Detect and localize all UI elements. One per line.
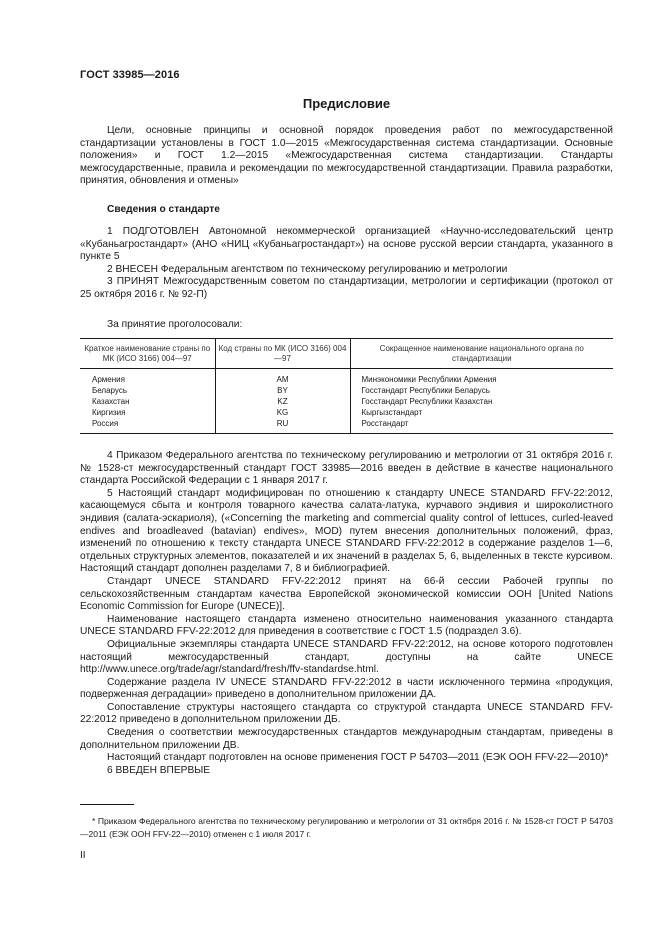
votes-label: За принятие проголосовали: bbox=[107, 319, 243, 330]
code-cell: AM bbox=[215, 369, 350, 387]
page-number: II bbox=[80, 850, 86, 861]
table-row bbox=[80, 386, 613, 397]
body-cell: Минэкономики Республики Армения bbox=[350, 369, 613, 387]
paragraph-item-4: 4 Приказом Федерального агентства по техническому регулированию и метрологии от 31 октября 2016 г. № 1528-ст межгосударственный стандарт ГОСТ 33985—2016 введен в действие в качестве национального стандарта Российской Федерации с 1 января 2017 г. bbox=[80, 450, 613, 487]
paragraph-basis: Настоящий стандарт подготовлен на основе применения ГОСТ Р 54703—2011 (ЕЭК ООН FFV-22—2010)* bbox=[107, 752, 609, 764]
about-standard-block bbox=[80, 226, 613, 302]
body-cell: Госстандарт Республики Беларусь bbox=[350, 386, 613, 397]
footnote-text: * Приказом Федерального агентства по техническому регулированию и метрологии от 31 октября 2016 г. № 1528-ст ГОСТ Р 54703—2011 (ЕЭК ООН FFV-22—2010) отменен с 1 июля 2017 г. bbox=[80, 816, 613, 839]
footnote-divider bbox=[80, 804, 134, 805]
code-cell: KZ bbox=[215, 397, 350, 408]
country-cell: Россия bbox=[92, 419, 119, 429]
paragraph-structure: Сопоставление структуры настоящего стандарта со структурой стандарта UNECE STANDARD FFV-22:2012 приведено в дополнительном приложении ДБ. bbox=[80, 701, 613, 726]
about-item-1: 1 ПОДГОТОВЛЕН Автономной некоммерческой организацией «Научно-исследовательский центр «Кубаньагростандарт» (АНО «НИЦ «Кубаньагростандарт») на основе русской версии стандарта, указанного в пункте 5 bbox=[80, 226, 613, 263]
about-standard-heading: Сведения о стандарте bbox=[107, 204, 220, 215]
column-header-code: Код страны по МК (ИСО 3166) 004—97 bbox=[215, 339, 350, 369]
paragraph-item-5: 5 Настоящий стандарт модифицирован по отношению к стандарту UNECE STANDARD FFV-22:2012, касающемуся сбыта и контроля товарного качества салата-латука, курчавого эндивия и широколистного эндивия (салата-эскариоля), («Concerning the marketing and commercial quality control of lettuces, curled-leaved endives and broadleaved (batavian) endives», MOD) путем внесения дополнительных положений, фраз, изменений по отношению к тексту стандарта UNECE STANDARD FFV-22:2012 в содержание разделов 1—6, отдельных структурных элементов, показателей и их значений в разделах 5, 6, выделенных в тексте курсивом. Настоящий стандарт дополнен разделами 7, 8 и библиографией. bbox=[80, 487, 613, 575]
paragraph-item-6: 6 ВВЕДЕН ВПЕРВЫЕ bbox=[107, 764, 211, 776]
paragraph-adoption: Стандарт UNECE STANDARD FFV-22:2012 принят на 66-й сессии Рабочей группы по сельскохозяйственным стандартам качества Европейской экономической комиссии ООН [United Nations Economic Commission for Europe (UNECE)]. bbox=[80, 575, 613, 613]
country-cell: Беларусь bbox=[92, 386, 127, 396]
footnote bbox=[80, 815, 613, 841]
paragraph-section-iv: Содержание раздела IV UNECE STANDARD FFV-22:2012 в части исключенного термина «продукция, подверженная деградации» приведено в дополнительном приложении ДА. bbox=[80, 676, 613, 701]
table-row bbox=[80, 369, 613, 387]
body-cell: Госстандарт Республики Казахстан bbox=[350, 397, 613, 408]
intro-block bbox=[80, 125, 613, 188]
intro-paragraph: Цели, основные принципы и основной порядок проведения работ по межгосударственной стандартизации установлены в ГОСТ 1.0—2015 «Межгосударственная система стандартизации. Основные положения» и ГОСТ 1.2—2015 «Межгосударственная система стандартизации. Стандарты межгосударственные, правила и рекомендации по межгосударственной стандартизации. Правила разработки, принятия, обновления и отмены» bbox=[80, 125, 613, 187]
table-row bbox=[80, 397, 613, 408]
table-row bbox=[80, 408, 613, 419]
about-item-2: 2 ВНЕСЕН Федеральным агентством по техническому регулированию и метрологии bbox=[107, 263, 508, 275]
country-cell: Армения bbox=[92, 375, 125, 385]
main-text-block bbox=[80, 450, 613, 777]
code-cell: RU bbox=[215, 419, 350, 434]
body-cell: Кыргызстандарт bbox=[350, 408, 613, 419]
country-cell: Казахстан bbox=[92, 397, 130, 407]
paragraph-official-copies: Официальные экземпляры стандарта UNECE STANDARD FFV-22:2012, на основе которого подготовлен настоящий межгосударственный стандарт, доступны на сайте UNECE http://www.unece.org/trade/agr/standard/fresh/ffv-standardse.html. bbox=[80, 638, 613, 676]
paragraph-name-change: Наименование настоящего стандарта изменено относительно наименования указанного стандарта UNECE STANDARD FFV-22:2012 для приведения в соответствие с ГОСТ 1.5 (подраздел 3.6). bbox=[80, 613, 613, 638]
column-header-body: Сокращенное наименование национального органа по стандартизации bbox=[350, 339, 613, 369]
paragraph-conformity: Сведения о соответствии межгосударственных стандартов международным стандартам, приведены в дополнительном приложении ДВ. bbox=[80, 727, 613, 751]
vote-table bbox=[80, 338, 613, 434]
body-cell: Росстандарт bbox=[350, 419, 613, 434]
code-cell: BY bbox=[215, 386, 350, 397]
section-title: Предисловие bbox=[302, 96, 391, 111]
about-item-3: 3 ПРИНЯТ Межгосударственным советом по стандартизации, метрологии и сертификации (протокол от 25 октября 2016 г. № 92-П) bbox=[80, 276, 613, 300]
document-code: ГОСТ 33985—2016 bbox=[80, 69, 180, 81]
country-cell: Киргизия bbox=[92, 408, 126, 418]
vote-table-header-row bbox=[80, 339, 613, 369]
code-cell: KG bbox=[215, 408, 350, 419]
column-header-country: Краткое наименование страны по МК (ИСО 3166) 004—97 bbox=[80, 339, 215, 369]
table-row bbox=[80, 419, 613, 434]
